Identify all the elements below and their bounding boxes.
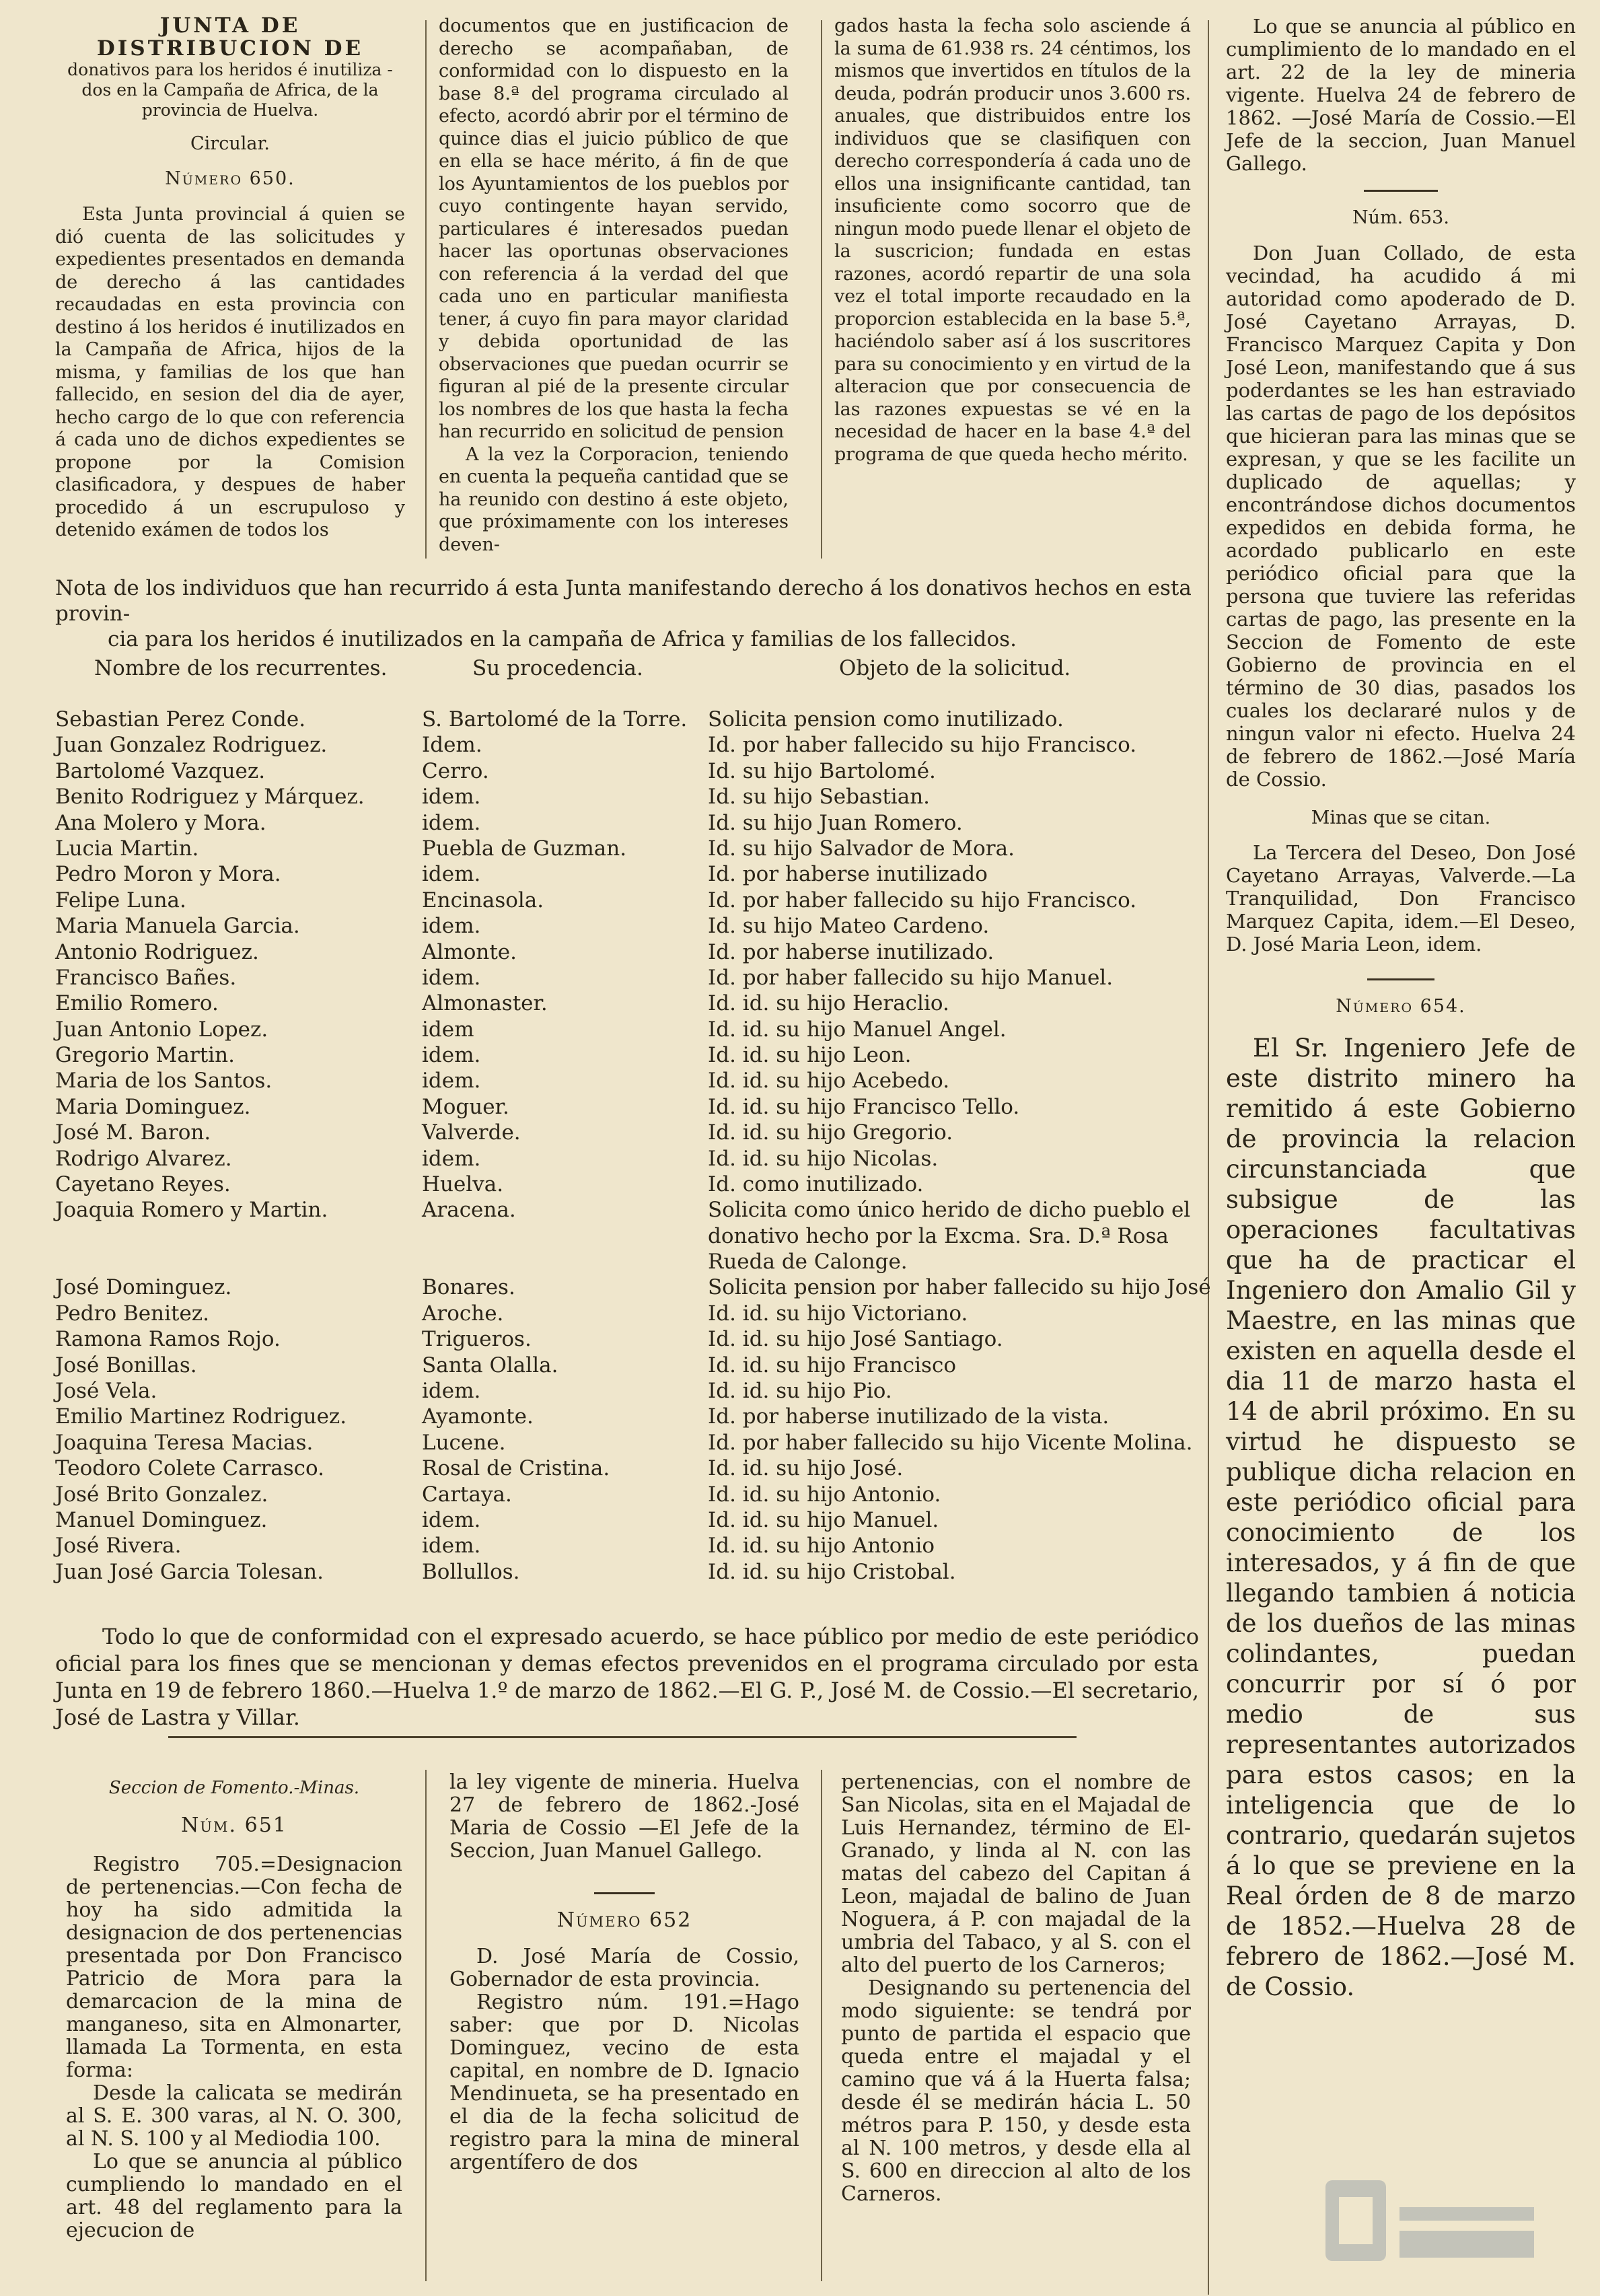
petition-object: Id. id. su hijo Gregorio. (708, 1120, 953, 1145)
petition-object: Id. su hijo Salvador de Mora. (708, 836, 1015, 861)
junta-subtitle: donativos para los heridos é inutiliza - dos en la Campaña de Africa, de la provincia de Huelva. (67, 60, 393, 120)
petition-object: Id. id. su hijo Manuel Angel. (708, 1017, 1007, 1042)
petitioner-origin: Bonares. (422, 1275, 515, 1300)
table-row (55, 810, 1199, 836)
table-note (55, 575, 1199, 652)
petitioner-table (55, 707, 1211, 1585)
petitioner-origin: Bollullos. (422, 1559, 520, 1584)
petition-object: Id. por haberse inutilizado de la vista. (708, 1404, 1110, 1429)
petition-object: Id. su hijo Juan Romero. (708, 810, 963, 835)
petitioner-origin: idem. (422, 1043, 481, 1068)
notice-number-650: Número 650. (165, 168, 295, 189)
notice-number-651: Núm. 651 (181, 1814, 287, 1837)
table-row (55, 991, 1199, 1016)
notice-number-654: Número 654. (1336, 996, 1466, 1017)
petition-object: Id. id. su hijo Manuel. (708, 1507, 939, 1532)
notice-654-text: El Sr. Ingeniero Jefe de este distrito minero ha remitido á este Gobierno de provincia la relacion circunstanciada que subsigue de las operaciones facultativas que ha de practicar el Ingeniero don Amalio Gil y Maestre, en las minas que existen en aquella desde el dia 11 de marzo hasta el 14 de abril próximo. En su virtud he dispuesto se publique dicha relacion en este periódico oficial para conocimiento de los interesados, y á fin de que llegando tambien á noticia de los dueños de las minas colindantes, puedan concurrir por sí ó por medio de sus representantes autorizados para estos casos; en la inteligencia que de lo contrario, quedarán sujetos á lo que se previene en la Real órden de 8 de marzo de 1852.—Huelva 28 de febrero de 1862.—José M. de Cossio. (1226, 1033, 1576, 2001)
table-row (55, 1197, 1199, 1275)
petitioner-origin: Ayamonte. (422, 1404, 534, 1429)
petitioner-name: Manuel Dominguez. (55, 1507, 268, 1532)
petition-object: Id. id. su hijo Pio. (708, 1378, 892, 1403)
petitioner-name: Ramona Ramos Rojo. (55, 1327, 281, 1352)
petitioner-origin: Lucene. (422, 1430, 506, 1455)
petitioner-origin: Almonte. (422, 939, 517, 964)
header-origin: Su procedencia. (472, 656, 643, 680)
petitioner-origin: idem. (422, 965, 481, 990)
petition-object: Id. id. su hijo Victoriano. (708, 1301, 968, 1326)
table-row (55, 888, 1199, 913)
petitioner-origin: idem. (422, 914, 481, 939)
petitioner-name: Felipe Luna. (55, 888, 186, 912)
petitioner-name: José Vela. (55, 1378, 157, 1403)
notice-651-text: Registro 705.=Designacion de pertenencias.—Con fecha de hoy ha sido admitida la designacion de dos pertenencias presentada por Don Francisco Patricio de Mora para la demarcacion de la mina de manganeso, sita en Almonarter, llamada La Tormenta, en esta forma: (66, 1853, 402, 2082)
column-rule (425, 1770, 427, 2281)
petition-object: Id. id. su hijo Francisco (708, 1353, 956, 1377)
petitioner-name: Maria Manuela Garcia. (55, 914, 300, 939)
petitioner-origin: idem. (422, 1507, 481, 1532)
petitioner-origin: Almonaster. (422, 991, 548, 1016)
petitioner-origin: S. Bartolomé de la Torre. (422, 707, 688, 731)
petitioner-name: Antonio Rodriguez. (55, 939, 259, 964)
table-row (55, 965, 1199, 991)
mines-title: Minas que se citan. (1311, 807, 1491, 828)
junta-title: JUNTA DE DISTRIBUCION DE (96, 13, 364, 61)
petition-object: Id. por haber fallecido su hijo Manuel. (708, 965, 1114, 990)
petitioner-name: Sebastian Perez Conde. (55, 707, 306, 731)
table-row (55, 1404, 1199, 1429)
bottom-column-1 (66, 1777, 402, 2242)
petitioner-name: Emilio Martinez Rodriguez. (55, 1404, 347, 1429)
petition-object: Id. id. su hijo Leon. (708, 1043, 912, 1068)
petitioner-name: Emilio Romero. (55, 991, 219, 1016)
petitioner-origin: idem. (422, 862, 481, 887)
petition-object: Id. por haberse inutilizado (708, 862, 988, 887)
petitioner-origin: Puebla de Guzman. (422, 836, 627, 861)
notice-651-announce: Lo que se anuncia al público cumpliendo lo mandado en el art. 48 del reglamento para la ejecucion de (66, 2150, 402, 2242)
table-row (55, 1456, 1199, 1481)
petitioner-name: Teodoro Colete Carrasco. (55, 1456, 324, 1481)
archive-crest-icon (1319, 2167, 1541, 2274)
short-rule (1367, 978, 1434, 980)
table-row (55, 1068, 1199, 1093)
petitioner-origin: idem. (422, 1534, 481, 1558)
petitioner-origin: Cerro. (422, 758, 489, 783)
petition-object: Id. por haberse inutilizado. (708, 939, 994, 964)
petitioner-origin: idem. (422, 1069, 481, 1093)
notice-652-cont: pertenencias, con el nombre de San Nicolas, sita en el Majadal de Luis Hernandez, término de El-Granado, y linda al N. con las matas del cabezo del Capitan á Leon, majadal de balino de Juan Noguera, á P. con majadal de la umbria del Tabaco, y al S. con el alto del puerto de los Carneros; (841, 1770, 1191, 1977)
petitioner-name: Rodrigo Alvarez. (55, 1146, 232, 1171)
table-row (55, 1017, 1199, 1042)
petitioner-name: Ana Molero y Mora. (55, 810, 266, 835)
petitioner-name: Joaquina Teresa Macias. (55, 1430, 314, 1455)
petition-object: Id. por haber fallecido su hijo Francisco. (708, 888, 1137, 912)
petition-object: Id. como inutilizado. (708, 1172, 924, 1197)
petitioner-name: Maria Dominguez. (55, 1094, 251, 1119)
petitioner-origin: Trigueros. (422, 1327, 532, 1352)
table-row (55, 1482, 1199, 1507)
petition-object: Solicita pension por haber fallecido su hijo José (708, 1275, 1211, 1300)
table-row (55, 707, 1199, 732)
petitioner-origin: idem. (422, 1146, 481, 1171)
circular-body-para2: A la vez la Corporacion, teniendo en cuenta la pequeña cantidad que se ha reunido con destino á este objeto, que próximamente con los intereses deven- (439, 443, 789, 555)
table-row (55, 1146, 1199, 1172)
petition-object: Id. su hijo Bartolomé. (708, 758, 936, 783)
column-rule (425, 20, 427, 559)
notice-number-652: Número 652 (556, 1908, 692, 1932)
petitioner-name: José Rivera. (55, 1534, 182, 1558)
table-row (55, 1430, 1199, 1456)
table-row (55, 836, 1199, 861)
circular-body-cont: documentos que en justificacion de derecho se acompañaban, de conformidad con lo dispuesto en la base 8.ª del programa circulado al efecto, acordó abrir por el término de quince dias el juicio público de que en ella se hace mérito, á fin de que los Ayuntamientos de los pueblos por cuyo contingente hayan servido, particulares é interesados puedan hacer las oportunas observaciones con referencia á la verdad del que cada uno en particular manifiesta tener, á cuyo fin para mayor claridad y debida oportunidad de las observaciones que puedan ocurrir se figuran al pié de la presente circular los nombres de los que hasta la fecha han recurrido en solicitud de pension (439, 15, 789, 442)
petitioner-origin: idem. (422, 785, 481, 810)
table-row (55, 732, 1199, 758)
petition-object: Id. id. su hijo José. (708, 1456, 904, 1481)
circular-column-2 (439, 15, 789, 556)
petitioner-name: José Brito Gonzalez. (55, 1482, 268, 1507)
petitioner-name: Pedro Moron y Mora. (55, 862, 281, 887)
petitioner-origin: idem. (422, 810, 481, 835)
petitioner-name: Cayetano Reyes. (55, 1172, 231, 1197)
petitioner-name: Juan Gonzalez Rodriguez. (55, 733, 328, 758)
petition-object: Solicita pension como inutilizado. (708, 707, 1064, 731)
petitioner-name: Pedro Benitez. (55, 1301, 209, 1326)
mines-list: La Tercera del Deseo, Don José Cayetano Arrayas, Valverde.—La Tranquilidad, Don Francisco Marquez Capita, idem.—El Deseo, D. José Maria Leon, idem. (1226, 841, 1576, 956)
table-row (55, 1094, 1199, 1120)
table-row (55, 1326, 1199, 1352)
petitioner-origin: Aracena. (422, 1198, 516, 1223)
notice-number-653: Núm. 653. (1352, 207, 1449, 228)
header-object: Objeto de la solicitud. (839, 656, 1071, 680)
table-row (55, 784, 1199, 810)
petition-object: Id. id. su hijo Francisco Tello. (708, 1094, 1020, 1119)
petitioner-name: Maria de los Santos. (55, 1069, 272, 1093)
bottom-column-2 (449, 1771, 799, 2174)
table-row (55, 1120, 1199, 1145)
petition-object: Id. su hijo Sebastian. (708, 785, 931, 810)
petitioner-name: José Dominguez. (55, 1275, 232, 1300)
table-header (55, 656, 1199, 683)
petitioner-origin: Moguer. (422, 1094, 509, 1119)
petitioner-name: Gregorio Martin. (55, 1043, 235, 1068)
note-line-1: Nota de los individuos que han recurrido á esta Junta manifestando derecho á los donativos hechos en esta provin- (55, 576, 1192, 626)
petition-object: Id. por haber fallecido su hijo Vicente Molina. (708, 1430, 1193, 1455)
closing-text: Todo lo que de conformidad con el expresado acuerdo, se hace público por medio de este periódico oficial para los fines que se mencionan y demas efectos prevenidos en el programa circulado por esta Junta en 19 de febrero 1860.—Huelva 1.º de marzo de 1862.—El G. P., José M. de Cossio.—El secretario, José de Lastra y Villar. (55, 1624, 1199, 1730)
petition-object: Id. su hijo Mateo Cardeno. (708, 914, 990, 939)
table-row (55, 1378, 1199, 1404)
circular-label: Circular. (190, 133, 270, 154)
circular-body-start: Esta Junta provincial á quien se dió cuenta de las solicitudes y expedientes presentados en demanda de derecho á las cantidades recaudadas en esta provincia con destino á los heridos é inutilizados en la Campaña de Africa, hijos de la misma, y familias de los que han fallecido, en sesion del dia de ayer, hecho cargo de lo que con referencia á cada uno de dichos expedientes se propone por la Comision clasificadora, y despues de haber procedido á un escrupuloso y detenido exámen de todos los (55, 204, 405, 540)
petitioner-origin: Encinasola. (422, 888, 544, 912)
petition-object: Id. id. su hijo Antonio (708, 1534, 935, 1558)
announcement-text: Lo que se anuncia al público en cumplimiento de lo mandado en el art. 22 de la ley de mineria vigente. Huelva 24 de febrero de 1862. —José María de Cossio.—El Jefe de la seccion, Juan Manuel Gallego. (1226, 15, 1576, 175)
petitioner-origin: idem (422, 1017, 474, 1042)
petitioner-origin: Santa Olalla. (422, 1353, 558, 1377)
right-column (1226, 15, 1576, 2002)
table-row (55, 1507, 1199, 1533)
petitioner-name: Benito Rodriguez y Márquez. (55, 785, 365, 810)
petitioner-name: Bartolomé Vazquez. (55, 758, 266, 783)
header-name: Nombre de los recurrentes. (94, 656, 388, 680)
short-rule (1364, 190, 1438, 192)
table-row (55, 1172, 1199, 1197)
column-rule (821, 20, 822, 559)
petitioner-origin: Aroche. (422, 1301, 504, 1326)
table-row (55, 1042, 1199, 1068)
circular-column-1 (55, 15, 405, 542)
petitioner-name: José M. Baron. (55, 1120, 211, 1145)
petition-object: Id. id. su hijo Antonio. (708, 1482, 941, 1507)
table-row (55, 913, 1199, 939)
petitioner-origin: Cartaya. (422, 1482, 512, 1507)
petitioner-origin: Idem. (422, 733, 482, 758)
section-divider (168, 1736, 1077, 1738)
short-rule (594, 1892, 655, 1894)
notice-651-measure: Desde la calicata se medirán al S. E. 300 varas, al N. O. 300, al N. S. 100 y al Mediodia 100. (66, 2081, 402, 2151)
table-row (55, 939, 1199, 965)
petitioner-name: Juan José Garcia Tolesan. (55, 1559, 324, 1584)
petition-object: Id. por haber fallecido su hijo Francisco. (708, 733, 1137, 758)
notice-652-text: Registro núm. 191.=Hago saber: que por D. Nicolas Dominguez, vecino de esta capital, en nombre de D. Ignacio Mendinueta, se ha presentado en el dia de la fecha solicitud de registro para la mina de mineral argentífero de dos (449, 1990, 799, 2174)
petitioner-origin: Valverde. (422, 1120, 521, 1145)
petitioner-name: Lucia Martin. (55, 836, 199, 861)
bottom-column-3 (841, 1771, 1191, 2206)
petition-object: Id. id. su hijo Nicolas. (708, 1146, 939, 1171)
notice-651-end: la ley vigente de mineria. Huelva 27 de febrero de 1862.-José Maria de Cossio —El Jefe de la Seccion, Juan Manuel Gallego. (449, 1770, 799, 1863)
notice-652-measure: Designando su pertenencia del modo siguiente: se tendrá por punto de partida el espacio que queda entre el majadal y el camino que vá á la Huerta falsa; desde él se medirán hácia L. 50 métros para P. 150, y desde esta al N. 100 metros, y desde ella al S. 600 en direccion al alto de los Carneros. (841, 1976, 1191, 2206)
petitioner-origin: Rosal de Cristina. (422, 1456, 610, 1481)
petition-object: Solicita como único herido de dicho pueblo el donativo hecho por la Excma. Sra. D.ª Rosa Rueda de Calonge. (708, 1198, 1191, 1275)
petition-object: Id. id. su hijo Acebedo. (708, 1069, 950, 1093)
table-row (55, 1533, 1199, 1558)
column-rule (821, 1770, 822, 2281)
table-row (55, 758, 1199, 784)
petition-object: Id. id. su hijo Cristobal. (708, 1559, 956, 1584)
table-row (55, 1301, 1199, 1326)
closing-statement (55, 1623, 1199, 1731)
petition-object: Id. id. su hijo Heraclio. (708, 991, 949, 1016)
section-title: Seccion de Fomento.-Minas. (108, 1778, 360, 1798)
petitioner-origin: Huelva. (422, 1172, 504, 1197)
circular-column-3 (834, 15, 1191, 466)
petitioner-name: Francisco Bañes. (55, 965, 237, 990)
table-row (55, 861, 1199, 887)
table-row (55, 1559, 1199, 1585)
petitioner-origin: idem. (422, 1378, 481, 1403)
petitioner-name: José Bonillas. (55, 1353, 197, 1377)
petitioner-name: Joaquia Romero y Martin. (55, 1198, 328, 1223)
note-line-2: cia para los heridos é inutilizados en la campaña de Africa y familias de los fallecidos. (108, 627, 1017, 651)
notice-653-text: Don Juan Collado, de esta vecindad, ha acudido á mi autoridad como apoderado de D. José Cayetano Arrayas, D. Francisco Marquez Capita y Don José Leon, manifestando que á sus poderdantes se les han estraviado las cartas de pago de los depósitos que hicieran para las minas que se expresan, y que se les facilite un duplicado de aquellas; y encontrándose dichos documentos expedidos en debida forma, he acordado publicarlo en este periódico oficial para que la persona que tuviere las referidas cartas de pago, las presente en la Seccion de Fomento de este Gobierno de provincia en el término de 30 dias, pasados los cuales los declararé nulos y de ningun valor ni efecto. Huelva 24 de febrero de 1862.—José María de Cossio. (1226, 241, 1576, 791)
circular-body-end: gados hasta la fecha solo asciende á la suma de 61.938 rs. 24 céntimos, los mismos que invertidos en títulos de la deuda, podrán producir unos 3.600 rs. anuales, que distribuidos entre los individuos que se clasifiquen con derecho correspondería á cada uno de ellos una insignificante cantidad, tan insuficiente como socorro que de ningun modo puede llenar el objeto de la suscricion; fundada en estas razones, acordó repartir de una sola vez el total importe recaudado en la proporcion establecida en la base 5.ª, haciéndolo saber así á los suscritores para su conocimiento y en virtud de la alteracion que por consecuencia de las razones expuestas se vé en la necesidad de hacer en la base 4.ª del programa de que queda hecho mérito. (834, 15, 1191, 465)
petitioner-name: Juan Antonio Lopez. (55, 1017, 268, 1042)
petition-object: Id. id. su hijo José Santiago. (708, 1327, 1003, 1352)
table-row (55, 1275, 1211, 1300)
table-row (55, 1353, 1199, 1378)
governor-heading: D. José María de Cossio, Gobernador de esta provincia. (449, 1945, 799, 1991)
